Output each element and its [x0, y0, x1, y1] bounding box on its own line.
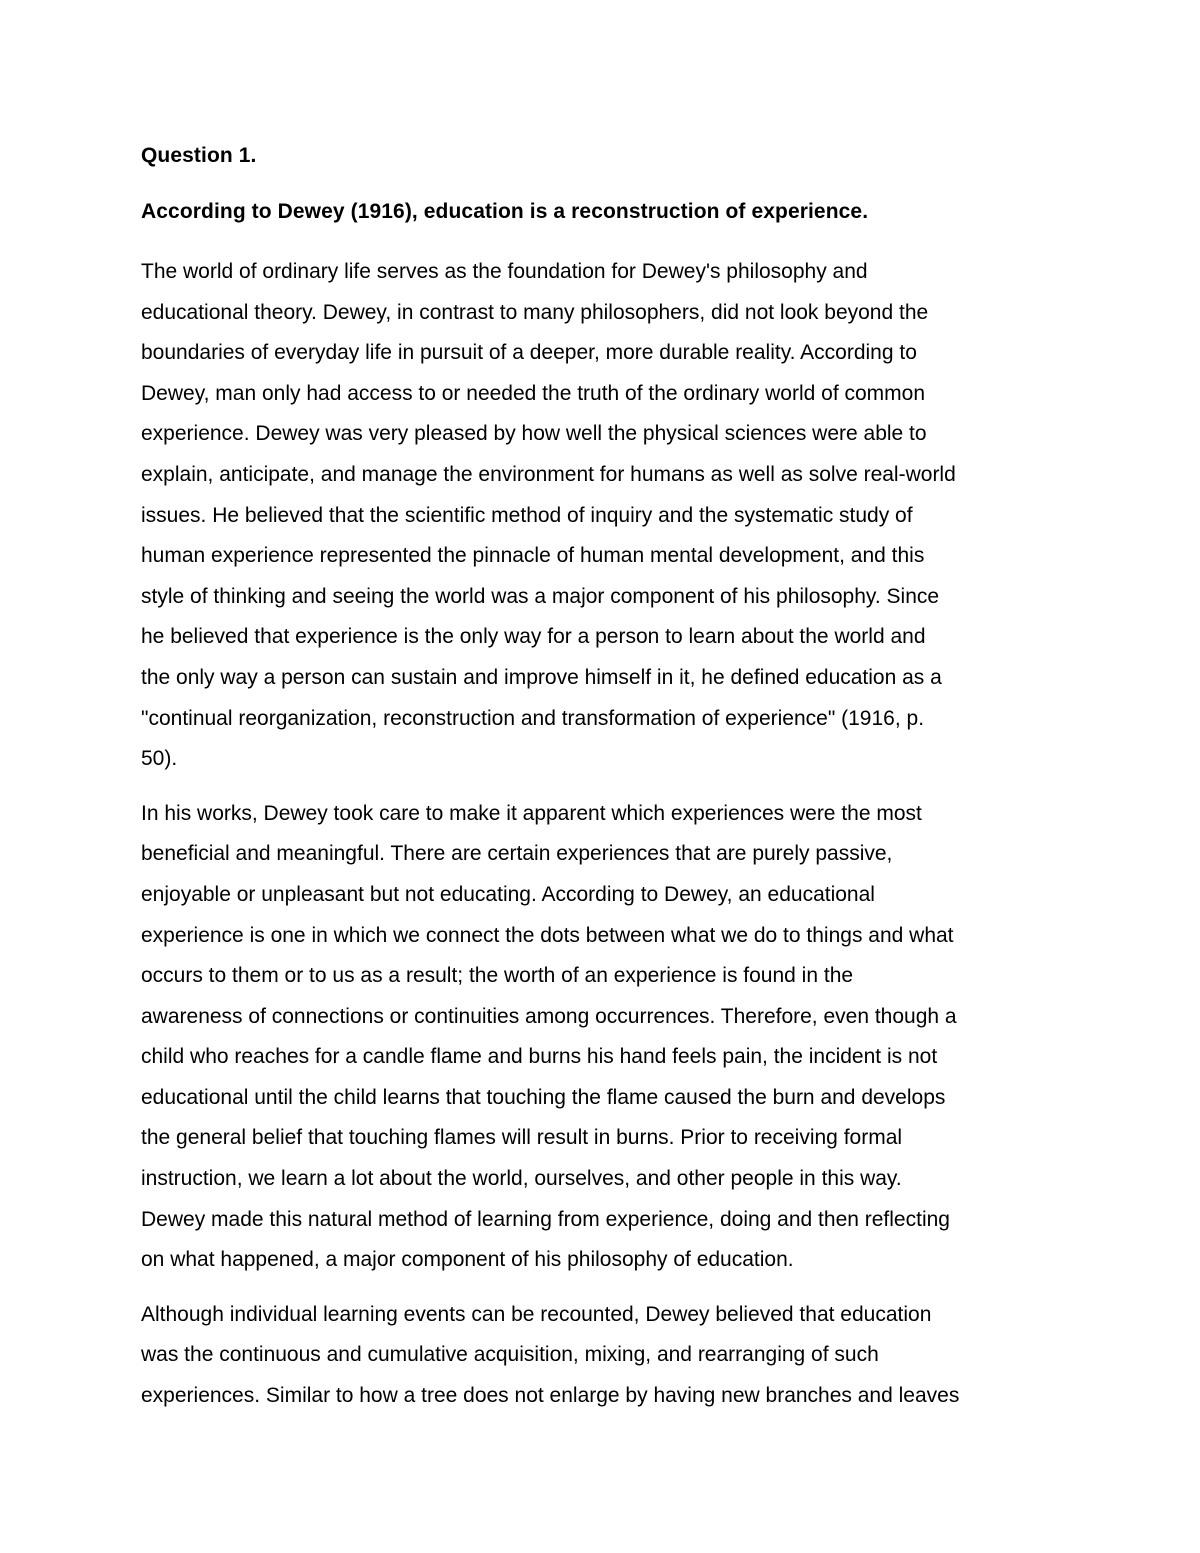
paragraph-line: the general belief that touching flames will result in burns. Prior to receiving formal	[141, 1126, 903, 1150]
paragraph-line: awareness of connections or continuities among occurrences. Therefore, even though a	[141, 1004, 957, 1028]
paragraph-line: instruction, we learn a lot about the world, ourselves, and other people in this way.	[141, 1167, 902, 1191]
paragraph-line: Although individual learning events can be recounted, Dewey believed that education	[141, 1302, 932, 1326]
question-subheading: According to Dewey (1916), education is a reconstruction of experience.	[141, 200, 869, 223]
paragraph-line: experiences. Similar to how a tree does not enlarge by having new branches and leaves	[141, 1384, 960, 1408]
paragraph-line: human experience represented the pinnacle of human mental development, and this	[141, 544, 925, 568]
paragraph-line: the only way a person can sustain and improve himself in it, he defined education as a	[141, 665, 942, 689]
paragraph-2	[141, 794, 1071, 1281]
paragraph-line: beneficial and meaningful. There are certain experiences that are purely passive,	[141, 842, 893, 866]
paragraph-line: experience is one in which we connect the dots between what we do to things and what	[141, 923, 954, 947]
question-heading: Question 1.	[141, 144, 257, 167]
paragraph-line: issues. He believed that the scientific method of inquiry and the systematic study of	[141, 503, 913, 527]
paragraph-line: Dewey made this natural method of learning from experience, doing and then reflecting	[141, 1207, 950, 1231]
paragraph-3	[141, 1295, 1071, 1417]
paragraph-line: educational theory. Dewey, in contrast to many philosophers, did not look beyond the	[141, 300, 929, 324]
paragraph-line: Dewey, man only had access to or needed the truth of the ordinary world of common	[141, 381, 926, 405]
paragraph-line: explain, anticipate, and manage the environment for humans as well as solve real-world	[141, 462, 956, 486]
paragraph-line: occurs to them or to us as a result; the worth of an experience is found in the	[141, 964, 854, 988]
paragraph-line: boundaries of everyday life in pursuit of a deeper, more durable reality. According to	[141, 341, 917, 365]
paragraph-line: enjoyable or unpleasant but not educating. According to Dewey, an educational	[141, 882, 875, 906]
paragraph-line: The world of ordinary life serves as the foundation for Dewey's philosophy and	[141, 260, 868, 283]
paragraph-line: educational until the child learns that touching the flame caused the burn and develops	[141, 1085, 946, 1109]
paragraph-line: 50).	[141, 747, 178, 771]
paragraph-line: experience. Dewey was very pleased by how well the physical sciences were able to	[141, 422, 927, 446]
paragraph-line: style of thinking and seeing the world was a major component of his philosophy. Since	[141, 584, 940, 608]
document-content	[141, 140, 1071, 1431]
paragraph-line: "continual reorganization, reconstruction and transformation of experience" (1916, p.	[141, 706, 925, 730]
paragraph-line: on what happened, a major component of his philosophy of education.	[141, 1248, 794, 1272]
paragraph-line: child who reaches for a candle flame and burns his hand feels pain, the incident is not	[141, 1045, 938, 1069]
paragraph-line: In his works, Dewey took care to make it apparent which experiences were the most	[141, 801, 922, 825]
paragraph-line: he believed that experience is the only way for a person to learn about the world and	[141, 625, 926, 649]
paragraph-1	[141, 252, 1071, 780]
paragraph-line: was the continuous and cumulative acquisition, mixing, and rearranging of such	[141, 1343, 879, 1367]
